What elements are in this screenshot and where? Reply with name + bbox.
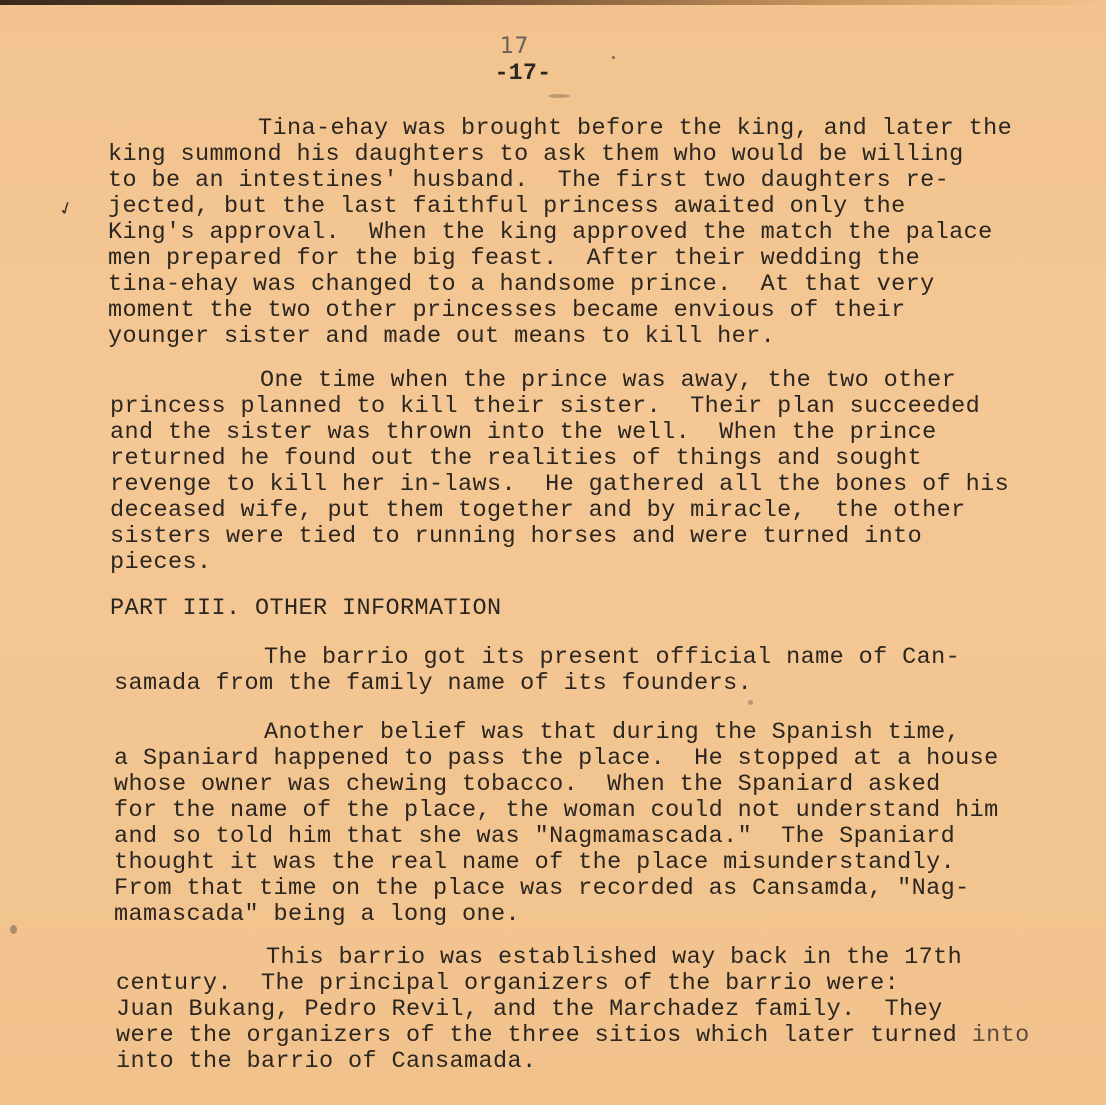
text-line: deceased wife, put them together and by miracle, the other <box>110 497 966 524</box>
text-line: From that time on the place was recorded as Cansamda, "Nag- <box>114 875 970 902</box>
paragraph-establishment <box>116 945 1030 1075</box>
paragraph-tina-ehay <box>108 116 1012 350</box>
text-line: century. The principal organizers of the barrio were: <box>116 970 900 997</box>
text-line: returned he found out the realities of things and sought <box>110 445 923 472</box>
struck-out-text: into <box>971 1022 1030 1049</box>
text-line: Tina-ehay was brought before the king, and later the <box>258 115 1013 142</box>
text-line: tina-ehay was changed to a handsome prince. At that very <box>108 271 935 298</box>
text-line: moment the two other princesses became envious of their <box>108 297 906 324</box>
text-line: younger sister and made out means to kill her. <box>108 323 776 350</box>
section-heading: PART III. OTHER INFORMATION <box>110 595 502 622</box>
ink-speck <box>748 700 753 705</box>
text-line: revenge to kill her in-laws. He gathered all the bones of his <box>110 471 1010 498</box>
text-line: samada from the family name of its founders. <box>114 670 753 697</box>
text-line: for the name of the place, the woman could not understand him <box>114 797 999 824</box>
text-line: and so told him that she was "Nagmamascada." The Spaniard <box>114 823 956 850</box>
text-line: whose owner was chewing tobacco. When the Spaniard asked <box>114 771 941 798</box>
typed-page-number: -17- <box>494 60 552 86</box>
ink-speck <box>10 925 17 934</box>
paragraph-official-name <box>114 645 960 697</box>
text-line: into the barrio of Cansamada. <box>116 1048 537 1075</box>
text-line: king summond his daughters to ask them who would be willing <box>108 141 964 168</box>
text-line: The barrio got its present official name of Can- <box>264 644 961 671</box>
text-line: men prepared for the big feast. After their wedding the <box>108 245 921 272</box>
text-line: Juan Bukang, Pedro Revil, and the Marchadez family. They <box>116 996 943 1023</box>
text-line: pieces. <box>110 549 212 576</box>
text-line: and the sister was thrown into the well. When the prince <box>110 419 937 446</box>
text-line <box>116 1023 1030 1049</box>
text-line-content: were the organizers of the three sitios which later turned <box>116 1022 958 1049</box>
text-line: This barrio was established way back in the 17th <box>266 944 963 971</box>
ink-speck <box>548 94 570 98</box>
text-line: to be an intestines' husband. The first two daughters re- <box>108 167 950 194</box>
text-line: a Spaniard happened to pass the place. He stopped at a house <box>114 745 999 772</box>
paragraph-spaniard-belief <box>114 720 999 928</box>
text-line: jected, but the last faithful princess awaited only the <box>108 193 906 220</box>
margin-pen-mark: ✓ <box>55 196 78 222</box>
text-line: One time when the prince was away, the two other <box>260 367 957 394</box>
paragraph-prince-revenge <box>110 368 1009 576</box>
text-line: King's approval. When the king approved the match the palace <box>108 219 993 246</box>
page-top-edge <box>0 0 1106 5</box>
text-line: Another belief was that during the Spanish time, <box>264 719 961 746</box>
text-line: mamascada" being a long one. <box>114 901 521 928</box>
text-line: sisters were tied to running horses and were turned into <box>110 523 923 550</box>
text-line: princess planned to kill their sister. Their plan succeeded <box>110 393 981 420</box>
text-line: thought it was the real name of the place misunderstandly. <box>114 849 956 876</box>
ink-speck <box>612 56 615 59</box>
handwritten-page-number: 17 <box>500 34 529 59</box>
